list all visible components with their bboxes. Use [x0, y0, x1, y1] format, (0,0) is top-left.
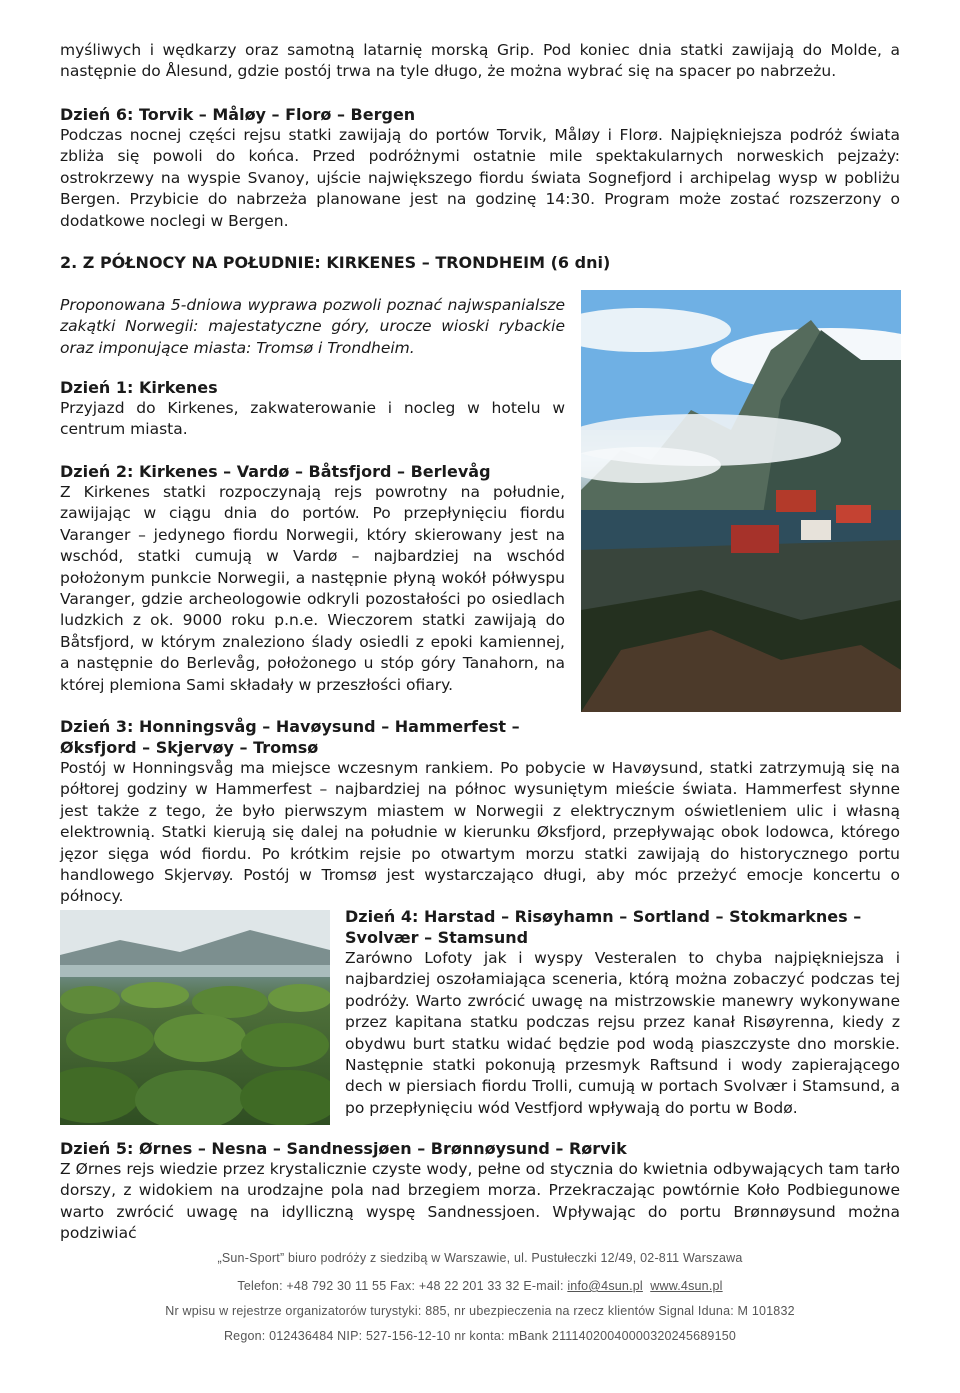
footer-email-link[interactable]: info@4sun.pl: [567, 1279, 643, 1293]
day2-paragraph: Z Kirkenes statki rozpoczynają rejs powrotny na południe, zawijając w ciągu dnia do portów. Po przepłynięciu fiordu Varanger – jedynego fiordu Norwegii, który skierowany jest na wschód, statki cumują w Vardø – najbardziej na wschód położonym punkcie Norwegii, a następnie płyną wokół półwyspu Varanger, gdzie archeologowie odkryli pozostałości po osiedlach ludzkich z ok. 9000 roku p.n.e. Wieczorem statki zawijają do Båtsfjord, w którym znaleziono ślady osiedli z epoki kamiennej, a następnie do Berlevåg, położonego u stóp góry Tanahorn, na której plemiona Sami składały w przeszłości ofiary.: [60, 483, 565, 694]
day6-paragraph: Podczas nocnej części rejsu statki zawijają do portów Torvik, Måløy i Florø. Najpiękniejsza podróż świata zbliża się powoli do końca. Przed podróżnymi ostatnie mile spektakularnych norweskich pejzaży: ostrokrzewy na wyspie Svanoy, ujście największego fiordu świata Sognefjord i archipelag wysp w pobliżu Bergen. Przybicie do nabrzeża planowane jest na godzinę 14:30. Program może zostać rozszerzony o dodatkowe noclegi w Bergen.: [60, 126, 900, 230]
footer-contact-line: [0, 1279, 960, 1293]
footer-contact-text: Telefon: +48 792 30 11 55 Fax: +48 22 201 33 32 E-mail:: [237, 1279, 568, 1293]
day4-heading-line2: Svolvær – Stamsund: [345, 928, 529, 947]
day5-heading: Dzień 5: Ørnes – Nesna – Sandnessjøen – Brønnøysund – Rørvik: [60, 1139, 627, 1158]
mossy-rocks-photo: [60, 910, 330, 1125]
day3-paragraph: Postój w Honningsvåg ma miejsce wczesnym rankiem. Po pobycie w Havøysund, statki zatrzymują się na półtorej godziny w Hammerfest – najbardziej na północ wysuniętym mieście świata. Hammerfest słynne jest także z tego, że było pierwszym miastem w Norwegii z elektrycznym oświetleniem ulic i własną elektrownią. Statki kierują się dalej na południe w kierunku Øksfjord, przepływając obok lodowca, którego jęzor sięga wód fiordu. Po krótkim rejsie po otwartym morzu statki zawijają do historycznego portu handlowego Skjervøy. Postój w Tromsø jest wystarczająco długi, aby móc przeżyć emocje koncertu o północy.: [60, 759, 900, 906]
day4-heading-line1: Dzień 4: Harstad – Risøyhamn – Sortland – Stokmarknes –: [345, 907, 862, 926]
day4-paragraph: Zarówno Lofoty jak i wyspy Vesteralen to chyba najpiękniejsza i najbardziej oszołamiająca sceneria, którą można zobaczyć podczas tej podróży. Warto zwrócić uwagę na mistrzowskie manewry wykonywane przez kapitana statku podczas rejsu przez kanał Risøyrenna, kiedy z obydwu burt statku widać będzie pod wodą piaszczyste dno morskie. Następnie statki pokonują przesmyk Raftsund i wody zapierającego dech w piersiach fiordu Trolli, cumują w portach Svolvær i Stamsund, a po przepłynięciu wód Vestfjord wpływają do portu w Bodø.: [345, 949, 900, 1117]
footer-bank-line: Regon: 012436484 NIP: 527-156-12-10 nr konta: mBank 21114020040000320245689150: [223, 1329, 737, 1343]
section2-heading: 2. Z PÓŁNOCY NA POŁUDNIE: KIRKENES – TRONDHEIM (6 dni): [60, 253, 611, 272]
day1-paragraph: Przyjazd do Kirkenes, zakwaterowanie i nocleg w hotelu w centrum miasta.: [60, 399, 565, 439]
day3-heading-line1: Dzień 3: Honningsvåg – Havøysund – Hammerfest –: [60, 717, 520, 736]
mossy-rocks-illustration: [60, 910, 330, 1125]
day2-heading: Dzień 2: Kirkenes – Vardø – Båtsfjord – Berlevåg: [60, 462, 491, 481]
footer-website-link[interactable]: www.4sun.pl: [650, 1279, 723, 1293]
intro-paragraph: myśliwych i wędkarzy oraz samotną latarnię morską Grip. Pod koniec dnia statki zawijają do Molde, a następnie do Ålesund, gdzie postój trwa na tyle długo, że można wybrać się na spacer po nabrzeżu.: [60, 41, 900, 81]
day3-heading-line2: Øksfjord – Skjervøy – Tromsø: [60, 738, 319, 757]
fjord-village-photo: [581, 290, 901, 712]
day1-heading: Dzień 1: Kirkenes: [60, 378, 218, 397]
footer-registry-line: Nr wpisu w rejestrze organizatorów turystyki: 885, nr ubezpieczenia na rzecz klientów Signal Iduna: M 101832: [165, 1304, 795, 1318]
footer-company-line: „Sun-Sport” biuro podróży z siedzibą w Warszawie, ul. Pustułeczki 12/49, 02-811 Warszawa: [217, 1251, 743, 1265]
fjord-village-illustration: [581, 290, 901, 712]
section2-intro: Proponowana 5-dniowa wyprawa pozwoli poznać najwspanialsze zakątki Norwegii: majestatyczne góry, urocze wioski rybackie oraz imponujące miasta: Tromsø i Trondheim.: [60, 296, 565, 357]
day5-paragraph: Z Ørnes rejs wiedzie przez krystalicznie czyste wody, pełne od stycznia do kwietnia odbywających tam tarło dorszy, z widokiem na urodzajne pola nad brzegiem morza. Przekraczając powtórnie Koło Podbiegunowe warto zwrócić uwagę na idylliczną wyspę Sandnessjoen. Wpływając do portu Brønnøysund można podziwiać: [60, 1160, 900, 1243]
day6-heading: Dzień 6: Torvik – Måløy – Florø – Bergen: [60, 105, 416, 124]
